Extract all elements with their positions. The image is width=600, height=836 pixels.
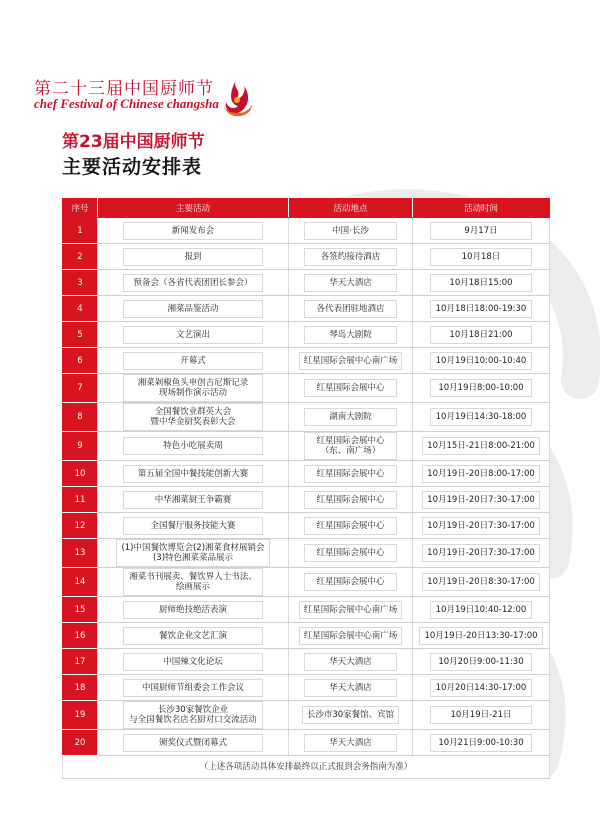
location-cell-text: 华天大酒店 <box>304 274 397 292</box>
row-number-cell-text: 1 <box>77 225 83 236</box>
activity-cell <box>98 568 289 597</box>
table-row <box>63 597 550 623</box>
time-cell-text: 10月20日14:30-17:00 <box>430 679 532 697</box>
time-cell <box>413 675 550 701</box>
time-cell-text: 10月21日9:00-10:30 <box>430 734 532 752</box>
row-number-cell <box>63 487 98 513</box>
table-row <box>63 623 550 649</box>
location-cell <box>289 649 413 675</box>
column-header-activity: 主要活动 <box>98 199 289 218</box>
location-cell-text: 红星国际会展中心南广场 <box>299 352 403 370</box>
time-cell <box>413 322 550 348</box>
time-cell <box>413 403 550 432</box>
page-subtitle: 主要活动安排表 <box>62 156 203 178</box>
activity-cell <box>98 296 289 322</box>
time-cell-text: 10月19日10:40-12:00 <box>430 601 532 619</box>
activity-cell-text: 湘菜品鉴活动 <box>123 300 263 318</box>
row-number-cell-text: 11 <box>74 494 86 505</box>
location-cell <box>289 270 413 296</box>
location-cell-text: 红星国际会展中心 <box>304 465 397 483</box>
activity-cell-text: (1)中国餐饮博览会(2)湘菜食材展销会 (3)特色湘菜菜品展示 <box>116 539 269 567</box>
location-cell-text: 红星国际会展中心南广场 <box>299 601 403 619</box>
table-header-row <box>63 199 550 218</box>
time-cell-text: 10月18日21:00 <box>430 326 532 344</box>
table-row <box>63 218 550 244</box>
location-cell-text: 红星国际会展中心 <box>304 379 397 397</box>
location-cell-text: 华天大酒店 <box>304 653 397 671</box>
activity-cell-text: 特色小吃展卖周 <box>123 437 263 455</box>
table-row <box>63 701 550 730</box>
time-cell <box>413 218 550 244</box>
row-number-cell-text: 19 <box>74 710 86 720</box>
row-number-cell-text: 7 <box>77 383 83 393</box>
location-cell-text: 红星国际会展中心 <box>304 491 397 509</box>
location-cell <box>289 730 413 756</box>
row-number-cell <box>63 348 98 374</box>
row-number-cell-text: 5 <box>77 329 83 340</box>
location-cell <box>289 244 413 270</box>
time-cell <box>413 568 550 597</box>
time-cell-text: 10月19日14:30-18:00 <box>430 408 532 426</box>
schedule-table <box>62 198 550 779</box>
row-number-cell <box>63 730 98 756</box>
table-note: （上述各项活动具体安排最终以正式报到会务指南为准） <box>63 756 550 779</box>
location-cell <box>289 374 413 403</box>
row-number-cell-text: 14 <box>74 577 86 587</box>
activity-cell-text: 全国餐饮业群英大会 暨中华金厨奖表彰大会 <box>123 403 263 431</box>
activity-cell <box>98 701 289 730</box>
column-header-time: 活动时间 <box>413 199 550 218</box>
row-number-cell-text: 8 <box>77 412 83 422</box>
row-number-cell <box>63 568 98 597</box>
table-row <box>63 374 550 403</box>
row-number-cell <box>63 244 98 270</box>
time-cell <box>413 244 550 270</box>
row-number-cell <box>63 649 98 675</box>
time-cell-text: 10月15日-21日8:00-21:00 <box>422 437 540 455</box>
row-number-cell <box>63 270 98 296</box>
activity-cell <box>98 374 289 403</box>
time-cell <box>413 730 550 756</box>
row-number-cell <box>63 403 98 432</box>
row-number-cell-text: 18 <box>74 682 86 693</box>
activity-cell-text: 第五届全国中餐技能创新大赛 <box>123 465 263 483</box>
activity-cell <box>98 675 289 701</box>
activity-cell <box>98 461 289 487</box>
activity-cell <box>98 270 289 296</box>
table-row <box>63 322 550 348</box>
row-number-cell-text: 9 <box>77 441 83 451</box>
time-cell-text: 10月18日15:00 <box>430 274 532 292</box>
table-row <box>63 296 550 322</box>
time-cell <box>413 597 550 623</box>
row-number-cell <box>63 296 98 322</box>
time-cell-text: 10月19日-20日8:00-17:00 <box>422 465 540 483</box>
row-number-cell-text: 20 <box>74 737 86 748</box>
location-cell-text: 红星国际会展中心 （东、南广场） <box>304 432 397 460</box>
activity-cell <box>98 432 289 461</box>
activity-cell-text: 中国辣文化论坛 <box>123 653 263 671</box>
time-cell-text: 10月18日18:00-19:30 <box>430 300 532 318</box>
table-row <box>63 568 550 597</box>
table-row <box>63 403 550 432</box>
column-header-no: 序号 <box>63 199 98 218</box>
festival-header <box>34 74 574 124</box>
row-number-cell <box>63 675 98 701</box>
row-number-cell <box>63 322 98 348</box>
table-row <box>63 244 550 270</box>
table-note-row <box>63 756 550 779</box>
row-number-cell <box>63 539 98 568</box>
table-row <box>63 730 550 756</box>
time-cell <box>413 539 550 568</box>
row-number-cell-text: 3 <box>77 277 83 288</box>
row-number-cell-text: 17 <box>74 656 86 667</box>
activity-cell-text: 颁奖仪式暨闭幕式 <box>123 734 263 752</box>
row-number-cell <box>63 461 98 487</box>
location-cell <box>289 623 413 649</box>
location-cell <box>289 597 413 623</box>
row-number-cell <box>63 597 98 623</box>
activity-cell <box>98 513 289 539</box>
activity-cell <box>98 539 289 568</box>
location-cell-text: 红星国际会展中心 <box>304 517 397 535</box>
time-cell <box>413 348 550 374</box>
column-header-location: 活动地点 <box>289 199 413 218</box>
table-row <box>63 539 550 568</box>
time-cell-text: 10月20日9:00-11:30 <box>430 653 532 671</box>
activity-cell-text: 湘菜剁椒鱼头申创吉尼斯记录 现场制作演示活动 <box>123 374 263 402</box>
table-row <box>63 348 550 374</box>
location-cell-text: 华天大酒店 <box>304 679 397 697</box>
location-cell-text: 湖南大剧院 <box>304 408 397 426</box>
table-row <box>63 461 550 487</box>
festival-title-cn: 第二十三届中国厨师节 <box>34 79 214 99</box>
activity-cell-text: 全国餐厅服务技能大赛 <box>123 517 263 535</box>
time-cell-text: 10月19日-20日7:30-17:00 <box>422 544 540 562</box>
activity-cell <box>98 487 289 513</box>
row-number-cell <box>63 374 98 403</box>
activity-cell-text: 湘菜书刊展卖、餐饮界人士书法、 绘画展示 <box>123 568 263 596</box>
row-number-cell-text: 15 <box>74 604 86 615</box>
location-cell-text: 红星国际会展中心 <box>304 544 397 562</box>
activity-cell <box>98 218 289 244</box>
location-cell-text: 华天大酒店 <box>304 734 397 752</box>
location-cell <box>289 296 413 322</box>
location-cell <box>289 348 413 374</box>
time-cell <box>413 374 550 403</box>
activity-cell-text: 预备会（各省代表团团长参会） <box>123 274 263 292</box>
table-row <box>63 487 550 513</box>
activity-cell-text: 开幕式 <box>123 352 263 370</box>
activity-cell <box>98 597 289 623</box>
row-number-cell <box>63 432 98 461</box>
row-number-cell-text: 10 <box>74 468 86 479</box>
location-cell-text: 红星国际会展中心南广场 <box>299 627 403 645</box>
location-cell <box>289 675 413 701</box>
activity-cell-text: 报到 <box>123 248 263 266</box>
time-cell <box>413 513 550 539</box>
row-number-cell <box>63 513 98 539</box>
location-cell <box>289 432 413 461</box>
location-cell-text: 琴岛大剧院 <box>304 326 397 344</box>
location-cell-text: 红星国际会展中心 <box>304 573 397 591</box>
time-cell-text: 10月19日8:00-10:00 <box>430 379 532 397</box>
activity-cell <box>98 322 289 348</box>
time-cell-text: 10月19日10:00-10:40 <box>430 352 532 370</box>
row-number-cell-text: 16 <box>74 630 86 641</box>
row-number-cell-text: 12 <box>74 520 86 531</box>
location-cell-text: 长沙市30家餐馆、宾馆 <box>302 706 399 724</box>
location-cell-text: 各签约接待酒店 <box>304 248 397 266</box>
activity-cell-text: 文艺演出 <box>123 326 263 344</box>
row-number-cell-text: 2 <box>77 251 83 262</box>
location-cell <box>289 218 413 244</box>
time-cell-text: 10月18日 <box>430 248 532 266</box>
activity-cell <box>98 348 289 374</box>
time-cell <box>413 296 550 322</box>
activity-cell-text: 长沙30家餐饮企业 与全国餐饮名店名厨对口交流活动 <box>123 701 263 729</box>
activity-cell-text: 餐饮企业文艺汇演 <box>123 627 263 645</box>
activity-cell <box>98 730 289 756</box>
row-number-cell <box>63 218 98 244</box>
activity-cell-text: 中华湘菜厨王争霸赛 <box>123 491 263 509</box>
time-cell-text: 10月19日-20日8:30-17:00 <box>422 573 540 591</box>
activity-cell-text: 厨师绝技绝活表演 <box>123 601 263 619</box>
row-number-cell-text: 4 <box>77 303 83 314</box>
activity-cell-text: 新闻发布会 <box>123 222 263 240</box>
time-cell-text: 10月19日-21日 <box>430 706 532 724</box>
festival-title-en: chef Festival of Chinese changsha <box>34 96 219 111</box>
time-cell <box>413 701 550 730</box>
activity-cell <box>98 403 289 432</box>
time-cell <box>413 487 550 513</box>
table-row <box>63 432 550 461</box>
location-cell-text: 各代表团驻地酒店 <box>304 300 397 318</box>
time-cell-text: 10月19日-20日7:30-17:00 <box>422 491 540 509</box>
activity-cell-text: 中国厨师节组委会工作会议 <box>123 679 263 697</box>
table-row <box>63 513 550 539</box>
activity-cell <box>98 244 289 270</box>
location-cell <box>289 568 413 597</box>
location-cell <box>289 487 413 513</box>
page-title: 第23届中国厨师节 <box>62 132 205 152</box>
time-cell-text: 9月17日 <box>430 222 532 240</box>
time-cell <box>413 649 550 675</box>
row-number-cell-text: 13 <box>74 548 86 558</box>
table-row <box>63 270 550 296</box>
time-cell-text: 10月19日-20日13:30-17:00 <box>419 627 542 645</box>
flame-logo-icon <box>220 76 254 118</box>
table-row <box>63 675 550 701</box>
location-cell <box>289 322 413 348</box>
location-cell <box>289 513 413 539</box>
location-cell <box>289 701 413 730</box>
location-cell <box>289 461 413 487</box>
time-cell <box>413 623 550 649</box>
time-cell <box>413 432 550 461</box>
time-cell <box>413 270 550 296</box>
row-number-cell <box>63 623 98 649</box>
row-number-cell-text: 6 <box>77 355 83 366</box>
activity-cell <box>98 649 289 675</box>
activity-cell <box>98 623 289 649</box>
location-cell <box>289 539 413 568</box>
row-number-cell <box>63 701 98 730</box>
time-cell <box>413 461 550 487</box>
time-cell-text: 10月19日-20日7:30-17:00 <box>422 517 540 535</box>
location-cell <box>289 403 413 432</box>
location-cell-text: 中国·长沙 <box>304 222 397 240</box>
table-row <box>63 649 550 675</box>
